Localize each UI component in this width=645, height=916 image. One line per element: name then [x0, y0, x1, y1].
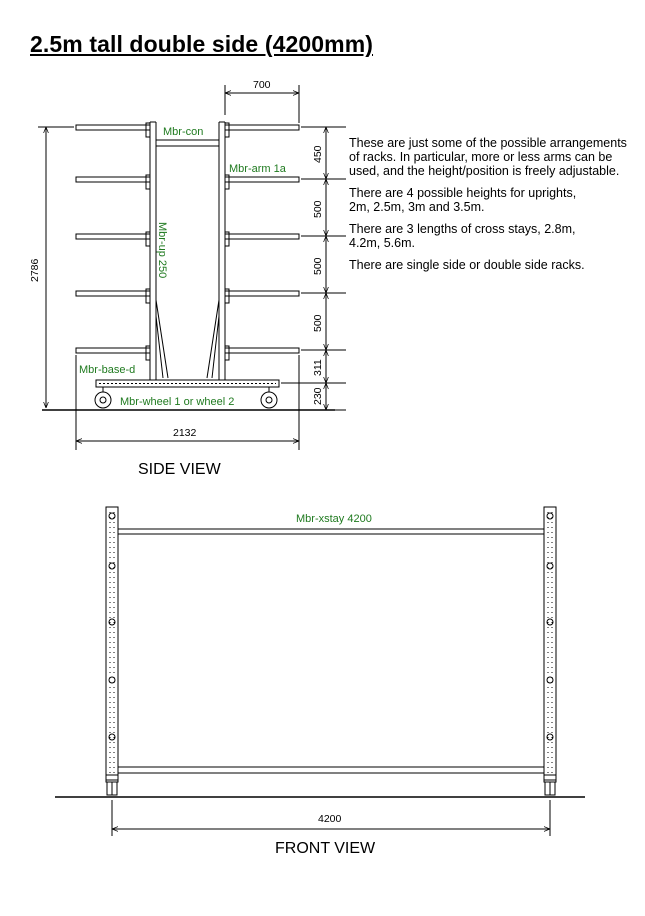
arms-right [225, 125, 299, 353]
label-arm: Mbr-arm 1a [229, 163, 286, 175]
label-con: Mbr-con [163, 126, 204, 138]
wheel-right [261, 387, 277, 408]
front-wheel-left [107, 782, 117, 795]
side-view-caption: SIDE VIEW [138, 461, 221, 478]
label-wheel: Mbr-wheel 1 or wheel 2 [120, 396, 235, 408]
front-wheel-right [545, 782, 555, 795]
dim-gap-500-a: 500 [312, 200, 324, 218]
label-xstay: Mbr-xstay 4200 [296, 513, 372, 525]
arms-left [76, 125, 150, 353]
connector-bar [156, 140, 219, 146]
label-base: Mbr-base-d [79, 364, 136, 376]
note-cross-stays: There are 3 lengths of cross stays, 2.8m, 4.2m, 5.6m. [349, 222, 576, 250]
front-upright-left [106, 507, 118, 782]
cross-stay-base [118, 767, 544, 773]
base-frame [96, 380, 279, 387]
upright-left [150, 122, 156, 380]
note-arrangements: These are just some of the possible arrangements of racks. In particular, more or less arms can be used, and the height/position is freely adjustable. [349, 136, 627, 178]
dim-top-width-value: 700 [253, 79, 271, 91]
cross-stay-top [118, 529, 544, 534]
front-view-caption: FRONT VIEW [275, 840, 376, 857]
note-rack-sides: There are single side or double side racks. [349, 258, 585, 272]
dim-gap-500-c: 500 [312, 314, 324, 332]
dim-gap-230: 230 [312, 387, 324, 405]
dim-front-width-value: 4200 [318, 813, 342, 825]
dim-gap-311: 311 [312, 359, 324, 376]
label-upright: Mbr-up 250 [156, 222, 168, 279]
note-upright-heights: There are 4 possible heights for uprights, 2m, 2.5m, 3m and 3.5m. [349, 186, 577, 214]
dim-width-value: 2132 [173, 427, 197, 439]
dim-height [38, 127, 74, 408]
wheel-left [95, 387, 111, 408]
dim-gap-450: 450 [312, 145, 324, 163]
upright-right [219, 122, 225, 380]
diagonal-braces [156, 300, 219, 378]
front-upright-right [544, 507, 556, 782]
dim-gap-500-b: 500 [312, 257, 324, 275]
front-view [55, 507, 585, 836]
page-title: 2.5m tall double side (4200mm) [30, 31, 374, 57]
dim-height-value: 2786 [29, 258, 41, 282]
